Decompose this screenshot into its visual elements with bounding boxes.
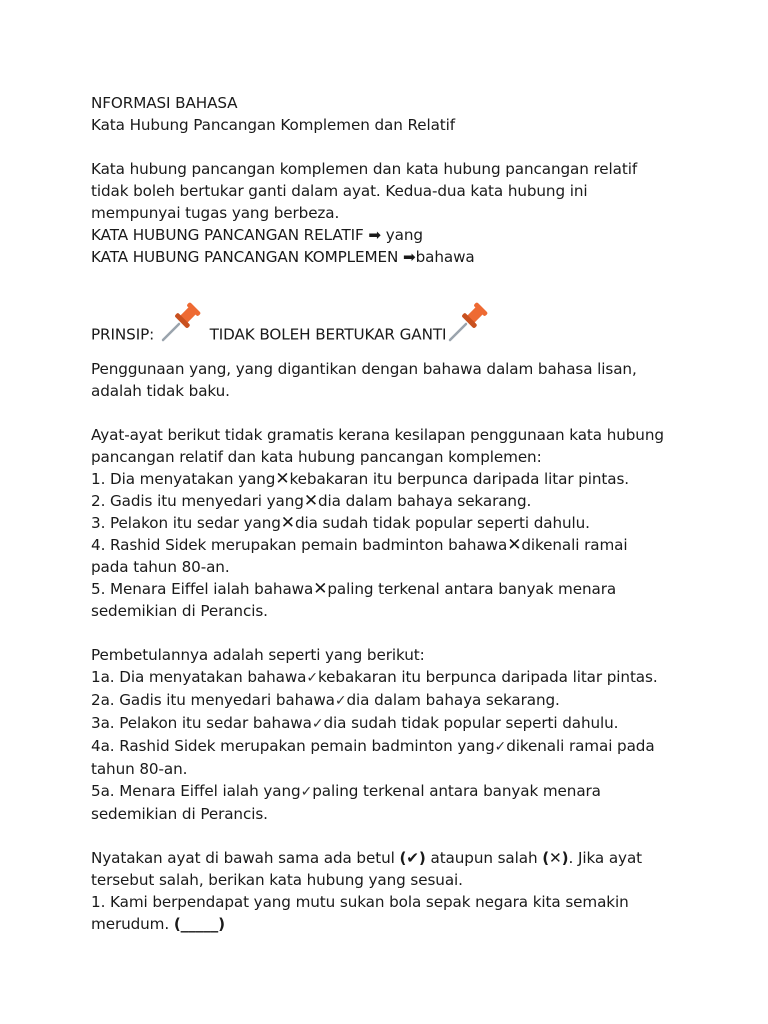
cross-mark-icon: ✕ <box>507 535 522 555</box>
correct-examples-list <box>91 666 691 825</box>
check-mark-icon: (✔) <box>399 849 426 867</box>
komplemen-word: bahawa <box>415 248 475 266</box>
wrong-example <box>91 556 691 578</box>
correct-example <box>91 758 691 780</box>
wrong-example <box>91 534 691 556</box>
correct-example <box>91 735 691 758</box>
wrong-example <box>91 490 691 512</box>
correct-example <box>91 712 691 735</box>
question-text: merudum. <box>91 915 174 933</box>
pushpin-icon <box>446 312 492 358</box>
example-text: dia sudah tidak popular seperti dahulu. <box>294 514 590 532</box>
komplemen-rule <box>91 246 691 268</box>
intro-line: mempunyai tugas yang berbeza. <box>91 204 340 222</box>
answer-blank[interactable]: (_____) <box>173 915 225 933</box>
example-text: paling terkenal antara banyak menara <box>312 782 601 800</box>
check-mark-icon: ✓ <box>300 784 313 800</box>
example-text: kebakaran itu berpunca daripada litar pintas. <box>289 470 630 488</box>
cross-mark-icon: ✕ <box>275 469 290 489</box>
example-text: sedemikian di Perancis. <box>91 805 268 823</box>
example-text: 1a. Dia menyatakan bahawa <box>91 668 307 686</box>
instruction-text: . Jika ayat <box>568 849 643 867</box>
wrong-example <box>91 512 691 534</box>
example-text: 4. Rashid Sidek merupakan pemain badminton bahawa <box>91 536 508 554</box>
example-text: paling terkenal antara banyak menara <box>327 580 617 598</box>
check-mark-icon: ✓ <box>311 716 324 732</box>
example-text: kebakaran itu berpunca daripada litar pintas. <box>318 668 658 686</box>
correct-example <box>91 780 691 803</box>
wrong-examples-list <box>91 468 691 622</box>
check-mark-icon: ✓ <box>334 693 347 709</box>
check-mark-icon: ✓ <box>306 670 319 686</box>
correct-example <box>91 689 691 712</box>
example-text: 2. Gadis itu menyedari yang <box>91 492 304 510</box>
wrong-example <box>91 600 691 622</box>
correct-intro-line: Pembetulannya adalah seperti yang berikut: <box>91 646 425 664</box>
usage-line: Penggunaan yang, yang digantikan dengan bahawa dalam bahasa lisan, <box>91 360 637 378</box>
question-1: 1. Kami berpendapat yang mutu sukan bola sepak negara kita semakin <box>91 893 629 911</box>
doc-heading: NFORMASI BAHASA <box>91 94 238 112</box>
exercise-instruction <box>91 847 691 869</box>
example-text: 5. Menara Eiffel ialah bahawa <box>91 580 314 598</box>
example-text: sedemikian di Perancis. <box>91 602 268 620</box>
wrong-example <box>91 578 691 600</box>
instruction-text: Nyatakan ayat di bawah sama ada betul <box>91 849 400 867</box>
example-text: dikenali ramai pada <box>506 737 655 755</box>
example-text: 3a. Pelakon itu sedar bahawa <box>91 714 312 732</box>
intro-line: tidak boleh bertukar ganti dalam ayat. Kedua-dua kata hubung ini <box>91 182 588 200</box>
right-arrow-icon: ➡ <box>402 248 416 266</box>
example-text: 2a. Gadis itu menyedari bahawa <box>91 691 335 709</box>
pushpin-icon <box>159 312 205 358</box>
relatif-word: yang <box>381 226 423 244</box>
prinsip-label: PRINSIP: <box>91 325 155 344</box>
cross-mark-icon: ✕ <box>280 513 295 533</box>
doc-subheading: Kata Hubung Pancangan Komplemen dan Relatif <box>91 116 456 134</box>
example-text: 1. Dia menyatakan yang <box>91 470 276 488</box>
right-arrow-icon: ➡ <box>368 226 382 244</box>
document <box>91 92 691 935</box>
intro-line: Kata hubung pancangan komplemen dan kata hubung pancangan relatif <box>91 160 638 178</box>
exercise-instruction: tersebut salah, berikan kata hubung yang sesuai. <box>91 871 463 889</box>
example-text: 3. Pelakon itu sedar yang <box>91 514 281 532</box>
example-text: dia dalam bahaya sekarang. <box>317 492 532 510</box>
wrong-example <box>91 468 691 490</box>
usage-line: adalah tidak baku. <box>91 382 230 400</box>
instruction-text: ataupun salah <box>425 849 543 867</box>
correct-example <box>91 803 691 825</box>
prinsip-text: TIDAK BOLEH BERTUKAR GANTI <box>209 325 447 344</box>
prinsip-line <box>91 312 691 358</box>
example-text: dia sudah tidak popular seperti dahulu. <box>323 714 619 732</box>
example-text: tahun 80-an. <box>91 760 188 778</box>
relatif-label: KATA HUBUNG PANCANGAN RELATIF <box>91 226 364 244</box>
example-text: dikenali ramai <box>521 536 628 554</box>
example-text: pada tahun 80-an. <box>91 558 230 576</box>
cross-mark-icon: (✕) <box>542 849 569 867</box>
cross-mark-icon: ✕ <box>303 491 318 511</box>
relatif-rule <box>91 224 691 246</box>
check-mark-icon: ✓ <box>494 739 507 755</box>
cross-mark-icon: ✕ <box>313 579 328 599</box>
komplemen-label: KATA HUBUNG PANCANGAN KOMPLEMEN <box>91 248 399 266</box>
question-1 <box>91 913 691 935</box>
wrong-intro-line: pancangan relatif dan kata hubung pancangan komplemen: <box>91 448 542 466</box>
example-text: 5a. Menara Eiffel ialah yang <box>91 782 301 800</box>
correct-example <box>91 666 691 689</box>
wrong-intro-line: Ayat-ayat berikut tidak gramatis kerana kesilapan penggunaan kata hubung <box>91 426 664 444</box>
example-text: dia dalam bahaya sekarang. <box>346 691 560 709</box>
example-text: 4a. Rashid Sidek merupakan pemain badminton yang <box>91 737 495 755</box>
